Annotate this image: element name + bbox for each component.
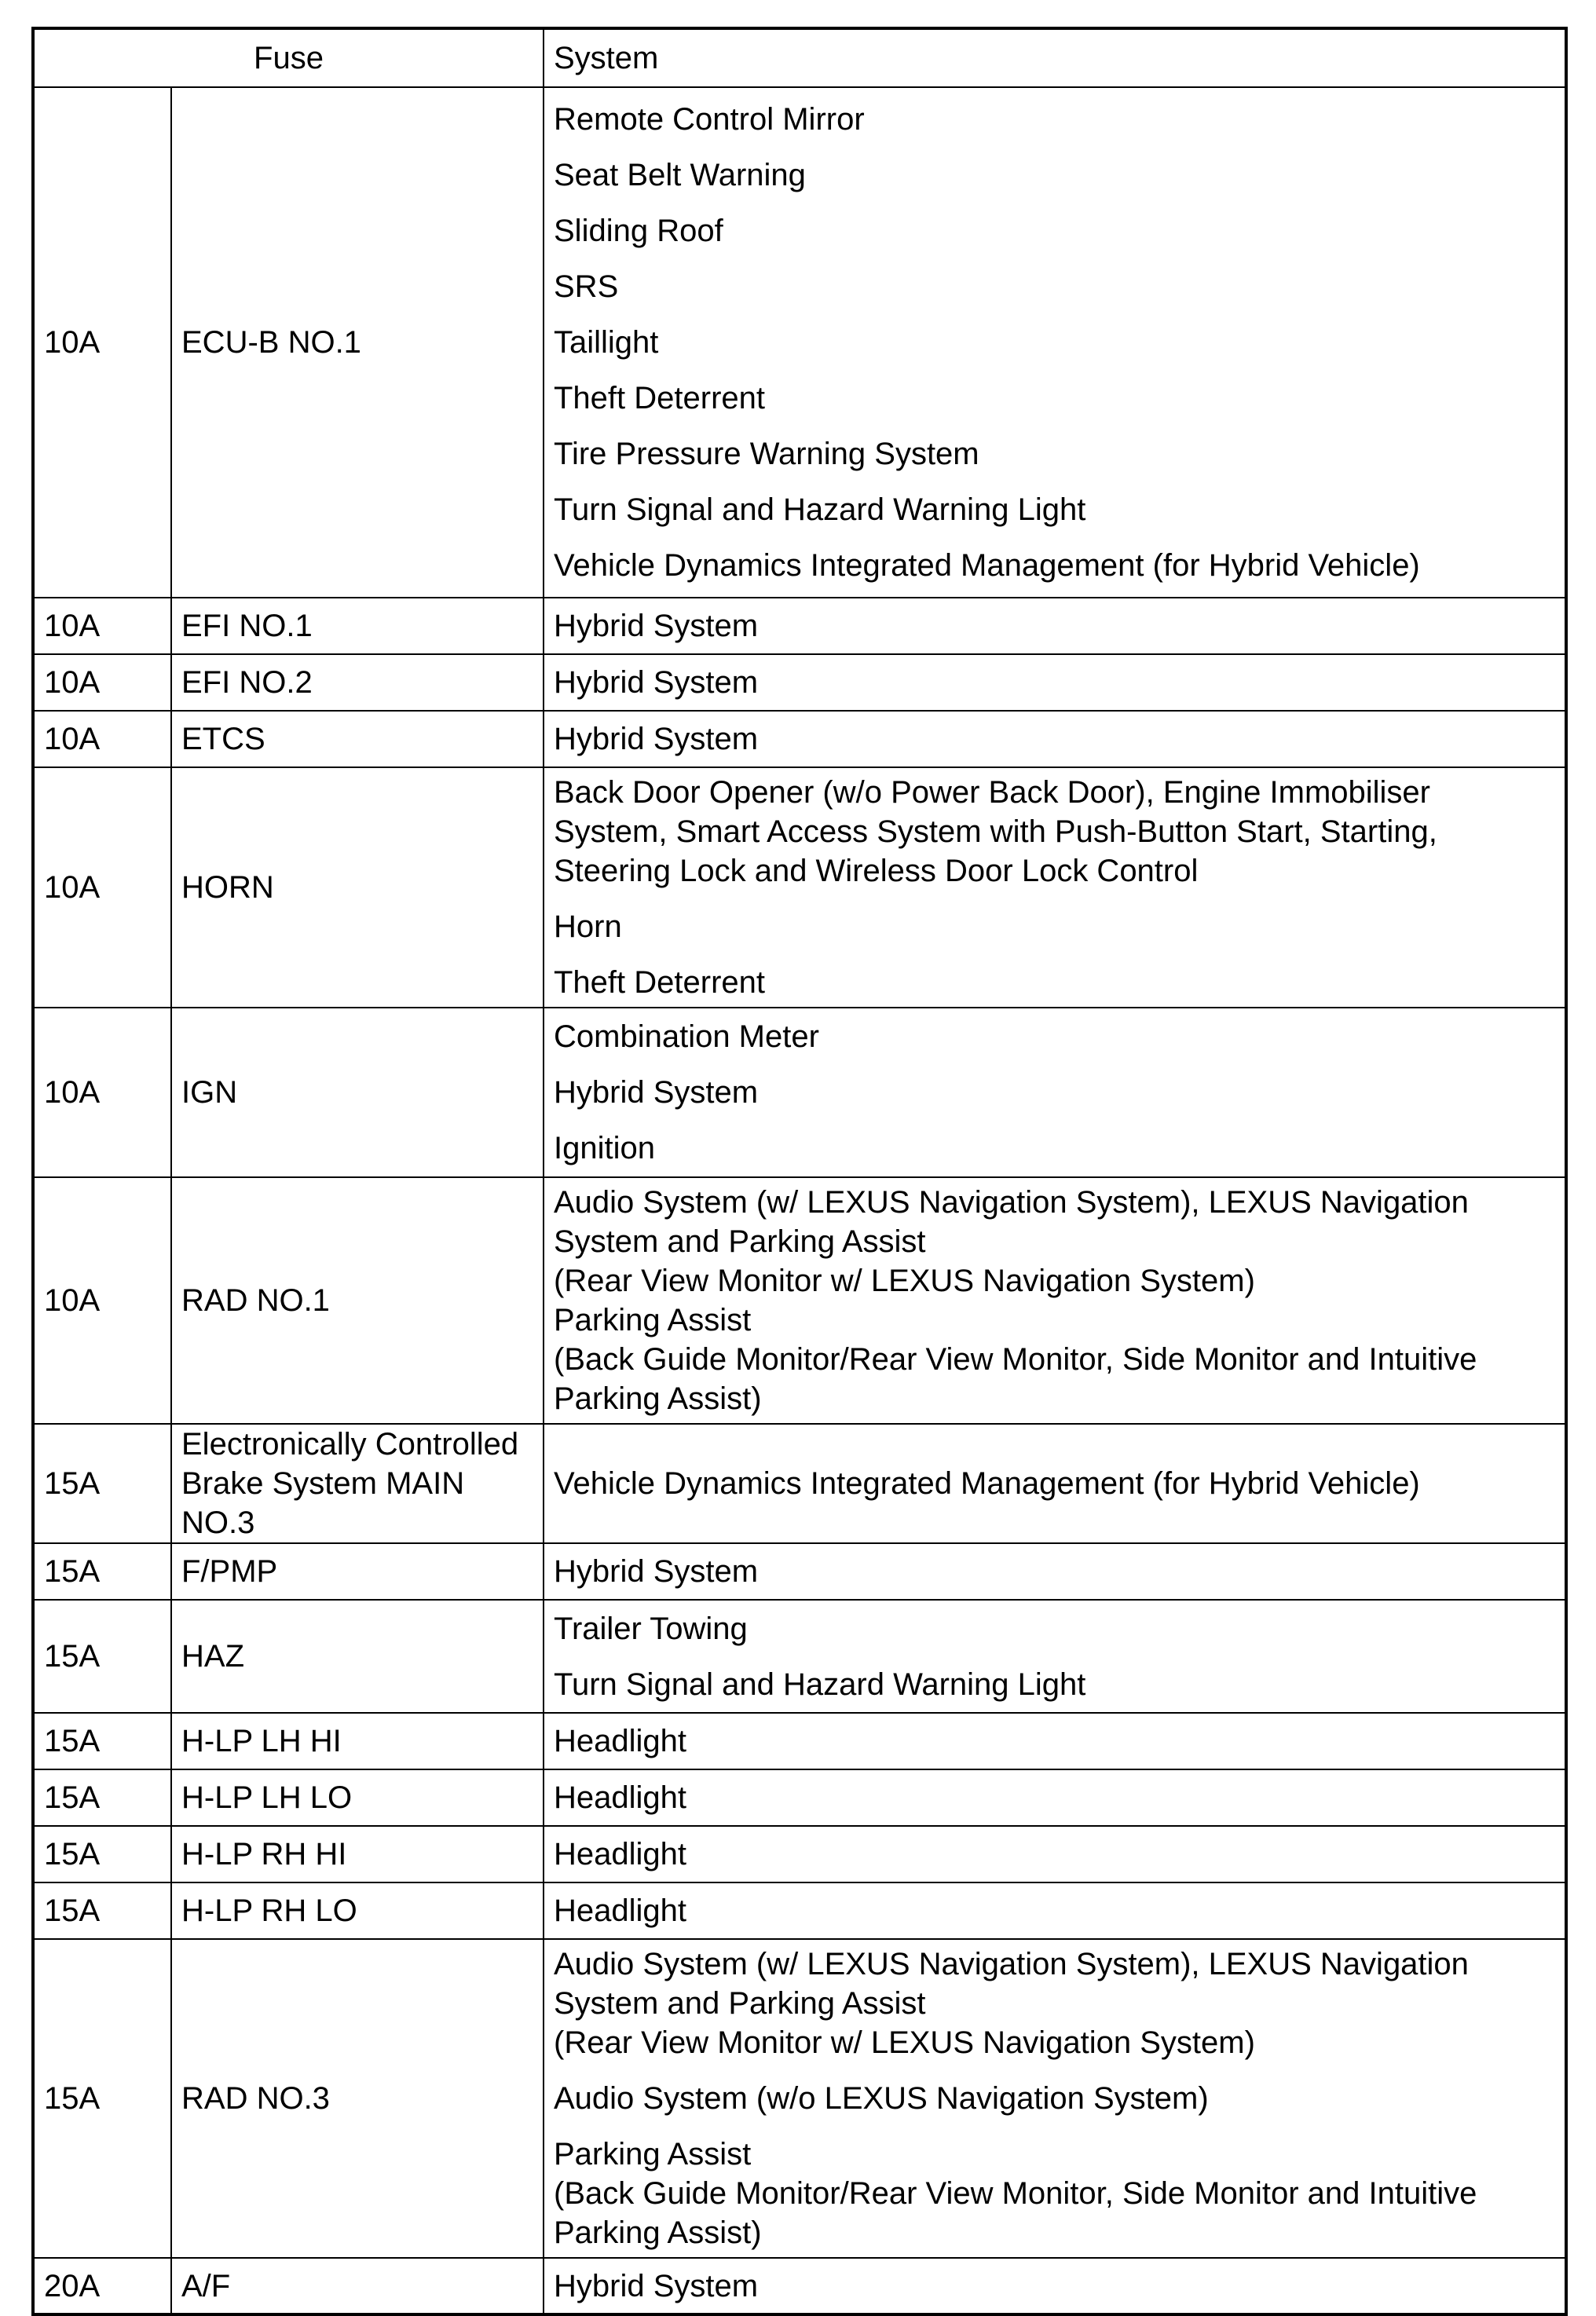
table-row [33,1424,1566,1543]
system-entry [554,606,1555,646]
system-line: System, Smart Access System with Push-Button Start, Starting, [554,814,1437,849]
fuse-name [171,1424,544,1543]
system-line: Ignition [554,1131,655,1165]
system-line: Hybrid System [554,1075,759,1110]
fuse-name: EFI NO.1 [171,598,544,654]
system-line: Taillight [554,325,659,360]
system-line: Vehicle Dynamics Integrated Management (for Hybrid Vehicle) [554,548,1420,583]
system-entry [554,907,1555,946]
system-entry [554,1073,1555,1112]
system-line: Steering Lock and Wireless Door Lock Control [554,854,1199,888]
system-entry [554,490,1555,529]
fuse-amperage: 15A [33,1826,171,1882]
fuse-amperage: 15A [33,1543,171,1600]
table-row [33,1939,1566,2258]
header-row [33,28,1566,87]
table-row [33,1713,1566,1769]
fuse-amperage: 10A [33,767,171,1008]
fuse-name: RAD NO.1 [171,1177,544,1424]
table-row [33,1008,1566,1177]
system-entry [554,663,1555,702]
system-line: Audio System (w/ LEXUS Navigation System), LEXUS Navigation [554,1947,1469,1981]
fuse-name: HAZ [171,1600,544,1713]
system-entry [554,155,1555,195]
system-entry [554,1183,1555,1418]
system-entry [554,1945,1555,2062]
system-entry [554,1017,1555,1056]
system-cell [544,1826,1566,1882]
system-line: (Rear View Monitor w/ LEXUS Navigation System) [554,2025,1255,2060]
fuse-amperage: 15A [33,1882,171,1939]
fuse-amperage: 15A [33,1424,171,1543]
fuse-amperage: 10A [33,1008,171,1177]
system-line: Hybrid System [554,722,759,756]
system-entry [554,1891,1555,1930]
system-entry [554,963,1555,1002]
fuse-name: HORN [171,767,544,1008]
fuse-amperage: 10A [33,87,171,598]
table-row [33,711,1566,767]
system-entry [554,2079,1555,2118]
fuse-name: EFI NO.2 [171,654,544,711]
system-line: Tire Pressure Warning System [554,437,979,471]
fuse-amperage: 20A [33,2258,171,2314]
system-cell [544,1939,1566,2258]
fuse-table-body [33,87,1566,2314]
system-line: Hybrid System [554,665,759,700]
system-cell [544,87,1566,598]
system-entry [554,211,1555,251]
system-line: Vehicle Dynamics Integrated Management (for Hybrid Vehicle) [554,1466,1420,1501]
table-row [33,2258,1566,2314]
fuse-name-line: Brake System MAIN [181,1466,465,1501]
fuse-name-line: Electronically Controlled [181,1427,519,1462]
system-cell [544,1008,1566,1177]
table-row [33,1177,1566,1424]
system-entry [554,2135,1555,2252]
system-entry [554,719,1555,759]
system-line: Trailer Towing [554,1611,748,1646]
system-line: Turn Signal and Hazard Warning Light [554,492,1086,527]
system-line: Headlight [554,1724,687,1758]
system-line: Back Door Opener (w/o Power Back Door), Engine Immobiliser [554,775,1430,810]
system-cell [544,1424,1566,1543]
system-entry [554,546,1555,585]
system-line: SRS [554,269,619,304]
table-row [33,1882,1566,1939]
system-line: Audio System (w/ LEXUS Navigation System), LEXUS Navigation [554,1185,1469,1220]
fuse-amperage: 15A [33,1600,171,1713]
fuse-name: H-LP LH LO [171,1769,544,1826]
system-entry [554,1835,1555,1874]
fuse-name: H-LP RH HI [171,1826,544,1882]
system-cell [544,1543,1566,1600]
table-row [33,654,1566,711]
system-line: Horn [554,909,622,944]
system-line: Seat Belt Warning [554,158,806,192]
header-system: System [544,28,1566,87]
system-line: Hybrid System [554,609,759,643]
table-row [33,1769,1566,1826]
system-entry [554,267,1555,306]
table-row [33,1600,1566,1713]
system-cell [544,711,1566,767]
system-entry [554,2267,1555,2306]
fuse-name-line: NO.3 [181,1506,255,1540]
fuse-name: F/PMP [171,1543,544,1600]
system-entry [554,1721,1555,1761]
header-fuse: Fuse [33,28,544,87]
system-entry [554,773,1555,891]
system-cell [544,1600,1566,1713]
system-entry [554,1129,1555,1168]
system-entry [554,434,1555,474]
system-entry [554,1552,1555,1591]
system-line: Theft Deterrent [554,965,766,1000]
system-cell [544,2258,1566,2314]
fuse-amperage: 10A [33,711,171,767]
system-line: Combination Meter [554,1019,819,1054]
fuse-name: ETCS [171,711,544,767]
system-line: Parking Assist) [554,1381,762,1416]
system-line: System and Parking Assist [554,1224,926,1259]
system-line: Parking Assist) [554,2215,762,2250]
system-line: Parking Assist [554,1303,752,1337]
system-cell [544,1882,1566,1939]
system-line: Audio System (w/o LEXUS Navigation System) [554,2081,1209,2116]
system-line: Theft Deterrent [554,381,766,415]
fuse-amperage: 15A [33,1769,171,1826]
system-entry [554,1609,1555,1648]
table-row [33,1826,1566,1882]
table-row [33,87,1566,598]
system-entry [554,1464,1555,1503]
fuse-name: IGN [171,1008,544,1177]
system-line: Remote Control Mirror [554,102,865,137]
system-line: (Back Guide Monitor/Rear View Monitor, Side Monitor and Intuitive [554,1342,1477,1377]
fuse-table [31,27,1568,2316]
system-cell [544,1769,1566,1826]
system-line: Headlight [554,1780,687,1815]
fuse-amperage: 15A [33,1939,171,2258]
system-line: Parking Assist [554,2137,752,2171]
system-entry [554,1778,1555,1817]
fuse-name: RAD NO.3 [171,1939,544,2258]
system-line: Hybrid System [554,1554,759,1589]
system-cell [544,598,1566,654]
table-row [33,1543,1566,1600]
fuse-name: H-LP LH HI [171,1713,544,1769]
fuse-amperage: 10A [33,1177,171,1424]
system-line: Hybrid System [554,2268,759,2303]
fuse-name: H-LP RH LO [171,1882,544,1939]
system-line: (Rear View Monitor w/ LEXUS Navigation System) [554,1264,1255,1298]
system-line: System and Parking Assist [554,1986,926,2021]
system-cell [544,767,1566,1008]
table-row [33,598,1566,654]
fuse-amperage: 10A [33,598,171,654]
system-entry [554,323,1555,362]
system-line: Sliding Roof [554,214,723,248]
table-row [33,767,1566,1008]
system-line: (Back Guide Monitor/Rear View Monitor, Side Monitor and Intuitive [554,2176,1477,2211]
system-cell [544,1713,1566,1769]
system-line: Headlight [554,1837,687,1871]
fuse-amperage: 10A [33,654,171,711]
system-cell [544,654,1566,711]
system-entry [554,379,1555,418]
fuse-amperage: 15A [33,1713,171,1769]
system-entry [554,100,1555,139]
fuse-name: ECU-B NO.1 [171,87,544,598]
system-entry [554,1665,1555,1704]
system-cell [544,1177,1566,1424]
system-line: Turn Signal and Hazard Warning Light [554,1667,1086,1702]
fuse-name: A/F [171,2258,544,2314]
system-line: Headlight [554,1893,687,1928]
